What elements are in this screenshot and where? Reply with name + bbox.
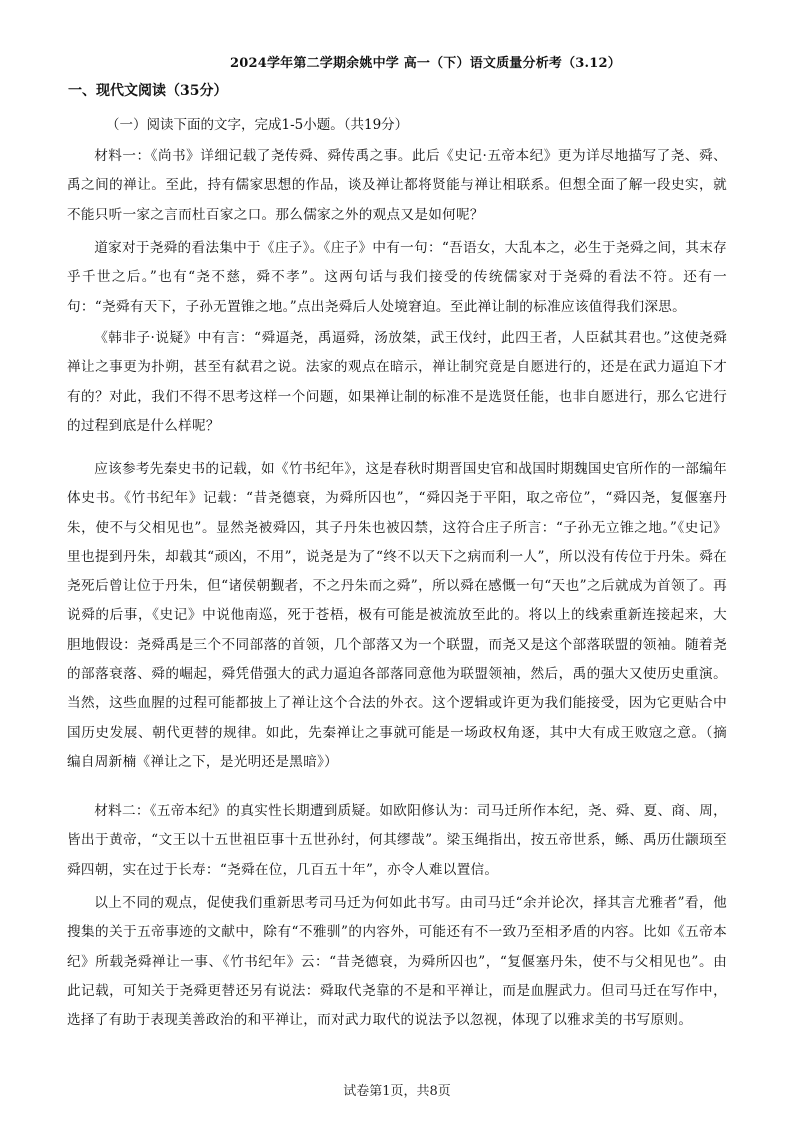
exam-title: 2024学年第二学期余姚中学 高一（下）语文质量分析考（3.12） (230, 56, 621, 71)
paragraph-material-1: 材料一：《尚书》详细记载了尧传舜、舜传禹之事。此后《史记·五帝本纪》更为详尽地描写了尧、舜、禹之间的禅让。至此，持有儒家思想的作品，谈及禅让都将贤能与禅让相联系。但想全面了解一段史实，就不能只听一家之言而杜百家之口。那么儒家之外的观点又是如何呢？ (67, 148, 727, 223)
section-heading: 一、现代文阅读（35分） (68, 83, 228, 99)
part-intro: （一）阅读下面的文字，完成1-5小题。（共19分） (106, 117, 409, 133)
paragraph-bamboo-annals: 应该参考先秦史书的记载，如《竹书纪年》，这是春秋时期晋国史官和战国时期魏国史官所作的一部编年体史书。《竹书纪年》记载：“昔尧德衰，为舜所囚也”，“舜囚尧于平阳，取之帝位”，“舜囚尧，复偃塞丹朱，使不与父相见也”。显然尧被舜囚，其子丹朱也被囚禁，这符合庄子所言：“子孙无立锥之地。”《史记》里也提到丹朱，却载其“顽凶，不用”，说尧是为了“终不以天下之病而利一人”，所以没有传位于丹朱。舜在尧死后曾让位于丹朱，但“诸侯朝觐者，不之丹朱而之舜”，所以舜在感慨一句“天也”之后就成为首领了。再说舜的后事，《史记》中说他南巡，死于苍梧，极有可能是被流放至此的。将以上的线索重新连接起来，大胆地假设：尧舜禹是三个不同部落的首领，几个部落又为一个联盟，而尧又是这个部落联盟的领袖。随着尧的部落衰落、舜的崛起，舜凭借强大的武力逼迫各部落同意他为联盟领袖，然后，禹的强大又使历史重演。当然，这些血腥的过程可能都披上了禅让这个合法的外衣。这个逻辑或许更为我们能接受，因为它更贴合中国历史发展、朝代更替的规律。如此，先秦禅让之事就可能是一场政权角逐，其中大有成王败寇之意。（摘编自周新楠《禅让之下，是光明还是黑暗》） (67, 461, 727, 770)
paragraph-sima-qian: 以上不同的观点，促使我们重新思考司马迁为何如此书写。由司马迁“余并论次，择其言尤雅者”看，他搜集的关于五帝事迹的文献中，除有“不雅驯”的内容外，可能还有不一致乃至相矛盾的内容。比如《五帝本纪》所载尧舜禅让一事、《竹书纪年》云：“昔尧德衰，为舜所囚也”，“复偃塞丹朱，使不与父相见也”。由此记载，可知关于尧舜更替还另有说法：舜取代尧靠的不是和平禅让，而是血腥武力。但司马迁在写作中，选择了有助于表现美善政治的和平禅让，而对武力取代的说法予以忽视，体现了以雅求美的书写原则。 (67, 895, 727, 1029)
paragraph-daoist-view: 道家对于尧舜的看法集中于《庄子》。《庄子》中有一句：“吾语女，大乱本之，必生于尧舜之间，其末存乎千世之后。”也有“尧不慈，舜不孝”。这两句话与我们接受的传统儒家对于尧舜的看法不符。还有一句：“尧舜有天下，子孙无置锥之地。”点出尧舜后人处境窘迫。至此禅让制的标准应该值得我们深思。 (67, 240, 727, 315)
paragraph-material-2: 材料二：《五帝本纪》的真实性长期遭到质疑。如欧阳修认为：司马迁所作本纪，尧、舜、夏、商、周，皆出于黄帝，“文王以十五世祖臣事十五世孙纣，何其缪哉”。梁玉绳指出，按五帝世系，鲧、禹历仕颛顼至舜四朝，实在过于长寿：“尧舜在位，几百五十年”，亦令人难以置信。 (67, 803, 727, 878)
paragraph-legalist-view: 《韩非子·说疑》中有言：“舜逼尧，禹逼舜，汤放桀，武王伐纣，此四王者，人臣弑其君也。”这使尧舜禅让之事更为扑朔，甚至有弑君之说。法家的观点在暗示，禅让制究竟是自愿进行的，还是在武力逼迫下才有的？对此，我们不得不思考这样一个问题，如果禅让制的标准不是选贤任能，也非自愿进行，那么它进行的过程到底是什么样呢？ (67, 330, 727, 434)
page-number: 试卷第1页，共8页 (343, 1084, 451, 1099)
